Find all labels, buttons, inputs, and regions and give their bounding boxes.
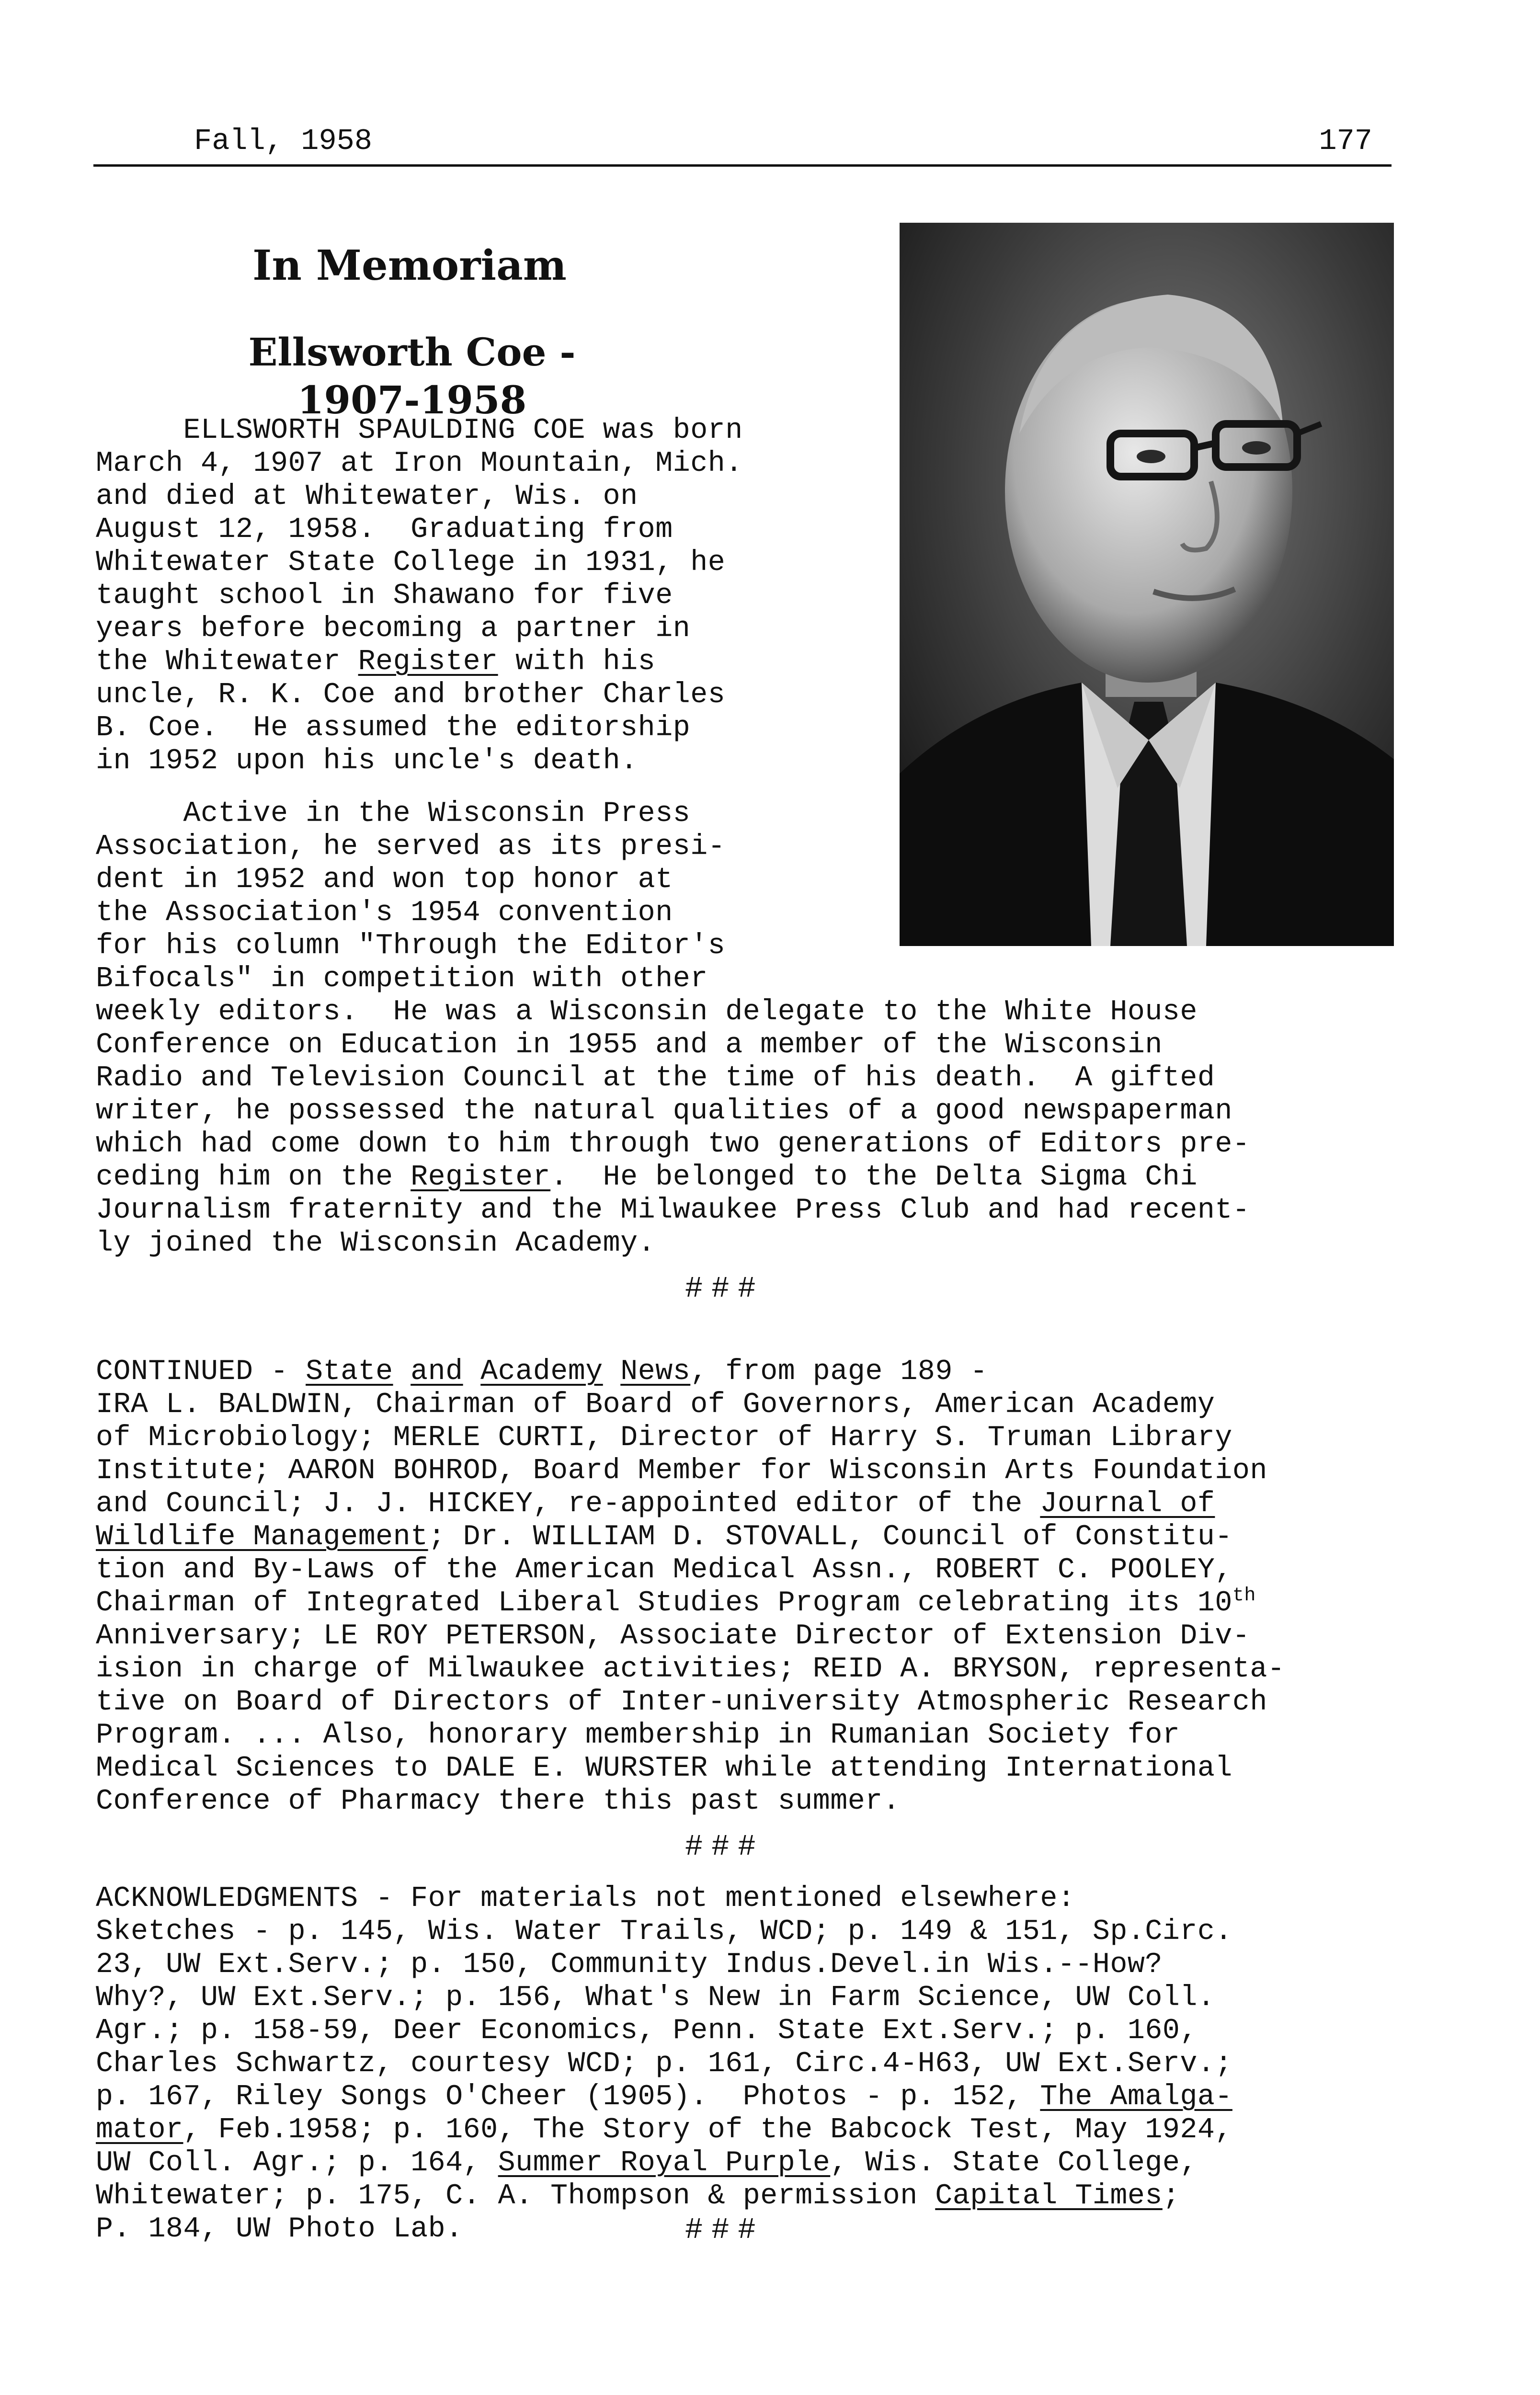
- text-run: . He belonged to the Delta Sigma Chi: [550, 1161, 1198, 1194]
- text-run: , from page 189 -: [690, 1356, 988, 1388]
- continued-line: IRA L. BALDWIN, Chairman of Board of Governors, American Academy: [96, 1389, 1215, 1421]
- text-run: Whitewater; p. 175, C. A. Thompson & permission: [96, 2180, 935, 2213]
- acknowledgments-line: [96, 2180, 1180, 2213]
- underlined-title: and: [411, 1356, 463, 1388]
- acknowledgments-line: P. 184, UW Photo Lab.: [96, 2213, 463, 2246]
- continued-line: [96, 1488, 1215, 1521]
- memoriam-line: Journalism fraternity and the Milwaukee Press Club and had recent-: [96, 1194, 1250, 1227]
- continued-line: ision in charge of Milwaukee activities; REID A. BRYSON, representa-: [96, 1653, 1285, 1686]
- running-header: [93, 122, 1392, 168]
- header-rule: [93, 164, 1392, 167]
- memoriam-subtitle: Ellsworth Coe - 1907-1958: [248, 330, 576, 422]
- text-run: CONTINUED -: [96, 1356, 306, 1388]
- text-run: p. 167, Riley Songs O'Cheer (1905). Photos - p. 152,: [96, 2081, 1040, 2113]
- continued-line: Conference of Pharmacy there this past summer.: [96, 1785, 901, 1818]
- ordinal-suffix: th: [1232, 1585, 1256, 1607]
- memoriam-line: March 4, 1907 at Iron Mountain, Mich.: [96, 447, 743, 480]
- acknowledgments-line: Why?, UW Ext.Serv.; p. 156, What's New in Farm Science, UW Coll.: [96, 1982, 1215, 2014]
- acknowledgments-line: Agr.; p. 158-59, Deer Economics, Penn. State Ext.Serv.; p. 160,: [96, 2015, 1198, 2047]
- memoriam-line: and died at Whitewater, Wis. on: [96, 480, 638, 513]
- memoriam-line: August 12, 1958. Graduating from: [96, 513, 673, 546]
- memoriam-line: Radio and Television Council at the time of his death. A gifted: [96, 1062, 1215, 1095]
- text-run: Chairman of Integrated Liberal Studies Program celebrating its 10: [96, 1587, 1232, 1619]
- underlined-title: State: [306, 1356, 393, 1388]
- memoriam-line: taught school in Shawano for five: [96, 580, 673, 612]
- underlined-title: mator: [96, 2114, 183, 2146]
- continued-line: tive on Board of Directors of Inter-university Atmospheric Research: [96, 1686, 1267, 1719]
- acknowledgments-line: 23, UW Ext.Serv.; p. 150, Community Indus.Devel.in Wis.--How?: [96, 1949, 1163, 1981]
- memoriam-line: Whitewater State College in 1931, he: [96, 547, 726, 579]
- memoriam-line: Conference on Education in 1955 and a member of the Wisconsin: [96, 1029, 1163, 1061]
- page-number: 177: [1319, 124, 1372, 158]
- underlined-title: Summer Royal Purple: [498, 2147, 831, 2179]
- acknowledgments-line: Sketches - p. 145, Wis. Water Trails, WCD; p. 149 & 151, Sp.Circ.: [96, 1916, 1232, 1948]
- memoriam-line: the Association's 1954 convention: [96, 897, 673, 929]
- memoriam-line: Bifocals" in competition with other: [96, 963, 708, 995]
- underlined-title: Register: [358, 646, 498, 678]
- underlined-title: Journal of: [1040, 1488, 1215, 1520]
- memoriam-line: ELLSWORTH SPAULDING COE was born: [96, 414, 743, 447]
- section-separator: ###: [685, 2213, 764, 2247]
- issue-date: Fall, 1958: [194, 124, 373, 158]
- memoriam-line: which had come down to him through two generations of Editors pre-: [96, 1128, 1250, 1161]
- memoriam-line: Active in the Wisconsin Press: [96, 798, 691, 830]
- underlined-title: Register: [411, 1161, 551, 1194]
- continued-line: of Microbiology; MERLE CURTI, Director of Harry S. Truman Library: [96, 1422, 1232, 1454]
- memoriam-title: In Memoriam: [252, 241, 567, 290]
- memoriam-line: writer, he possessed the natural qualities of a good newspaperman: [96, 1095, 1232, 1128]
- memoriam-line: ly joined the Wisconsin Academy.: [96, 1227, 656, 1260]
- section-separator: ###: [685, 1830, 764, 1864]
- portrait-photo: [900, 223, 1394, 946]
- underlined-title: The Amalga-: [1040, 2081, 1232, 2113]
- section-separator: ###: [685, 1272, 764, 1306]
- acknowledgments-line: [96, 2147, 1198, 2180]
- memoriam-line: B. Coe. He assumed the editorship: [96, 712, 691, 744]
- memoriam-line: [96, 1161, 1198, 1194]
- continued-line: Medical Sciences to DALE E. WURSTER while attending International: [96, 1752, 1232, 1785]
- continued-heading: [96, 1356, 988, 1389]
- text-run: , Feb.1958; p. 160, The Story of the Babcock Test, May 1924,: [183, 2114, 1232, 2146]
- continued-line: [96, 1521, 1232, 1554]
- memoriam-line: for his column "Through the Editor's: [96, 930, 726, 962]
- text-run: , Wis. State College,: [830, 2147, 1198, 2179]
- underlined-title: Wildlife Management: [96, 1521, 428, 1553]
- text-run: the Whitewater: [96, 646, 358, 678]
- underlined-title: Academy: [480, 1356, 603, 1388]
- memoriam-line: in 1952 upon his uncle's death.: [96, 745, 638, 777]
- memoriam-line: dent in 1952 and won top honor at: [96, 864, 673, 896]
- continued-line: Anniversary; LE ROY PETERSON, Associate Director of Extension Div-: [96, 1620, 1250, 1653]
- underlined-title: News: [620, 1356, 691, 1388]
- acknowledgments-line: [96, 2081, 1232, 2114]
- memoriam-line: weekly editors. He was a Wisconsin delegate to the White House: [96, 996, 1198, 1028]
- text-run: with his: [498, 646, 656, 678]
- text-run: ceding him on the: [96, 1161, 411, 1194]
- continued-line: Institute; AARON BOHROD, Board Member for Wisconsin Arts Foundation: [96, 1455, 1267, 1487]
- memoriam-line: uncle, R. K. Coe and brother Charles: [96, 679, 726, 711]
- continued-line: Program. ... Also, honorary membership in Rumanian Society for: [96, 1719, 1180, 1752]
- continued-line: tion and By-Laws of the American Medical Assn., ROBERT C. POOLEY,: [96, 1554, 1232, 1586]
- text-run: ; Dr. WILLIAM D. STOVALL, Council of Constitu-: [428, 1521, 1232, 1553]
- memoriam-line: Association, he served as its presi-: [96, 831, 726, 863]
- underlined-title: Capital Times: [935, 2180, 1163, 2213]
- continued-line: [96, 1587, 1256, 1620]
- memoriam-line: [96, 646, 655, 679]
- acknowledgments-line: Charles Schwartz, courtesy WCD; p. 161, Circ.4-H63, UW Ext.Serv.;: [96, 2048, 1232, 2080]
- text-run: ;: [1162, 2180, 1180, 2213]
- acknowledgments-line: ACKNOWLEDGMENTS - For materials not mentioned elsewhere:: [96, 1882, 1075, 1915]
- memoriam-line: years before becoming a partner in: [96, 613, 691, 645]
- acknowledgments-line: [96, 2114, 1232, 2147]
- text-run: UW Coll. Agr.; p. 164,: [96, 2147, 498, 2179]
- text-run: and Council; J. J. HICKEY, re-appointed editor of the: [96, 1488, 1040, 1520]
